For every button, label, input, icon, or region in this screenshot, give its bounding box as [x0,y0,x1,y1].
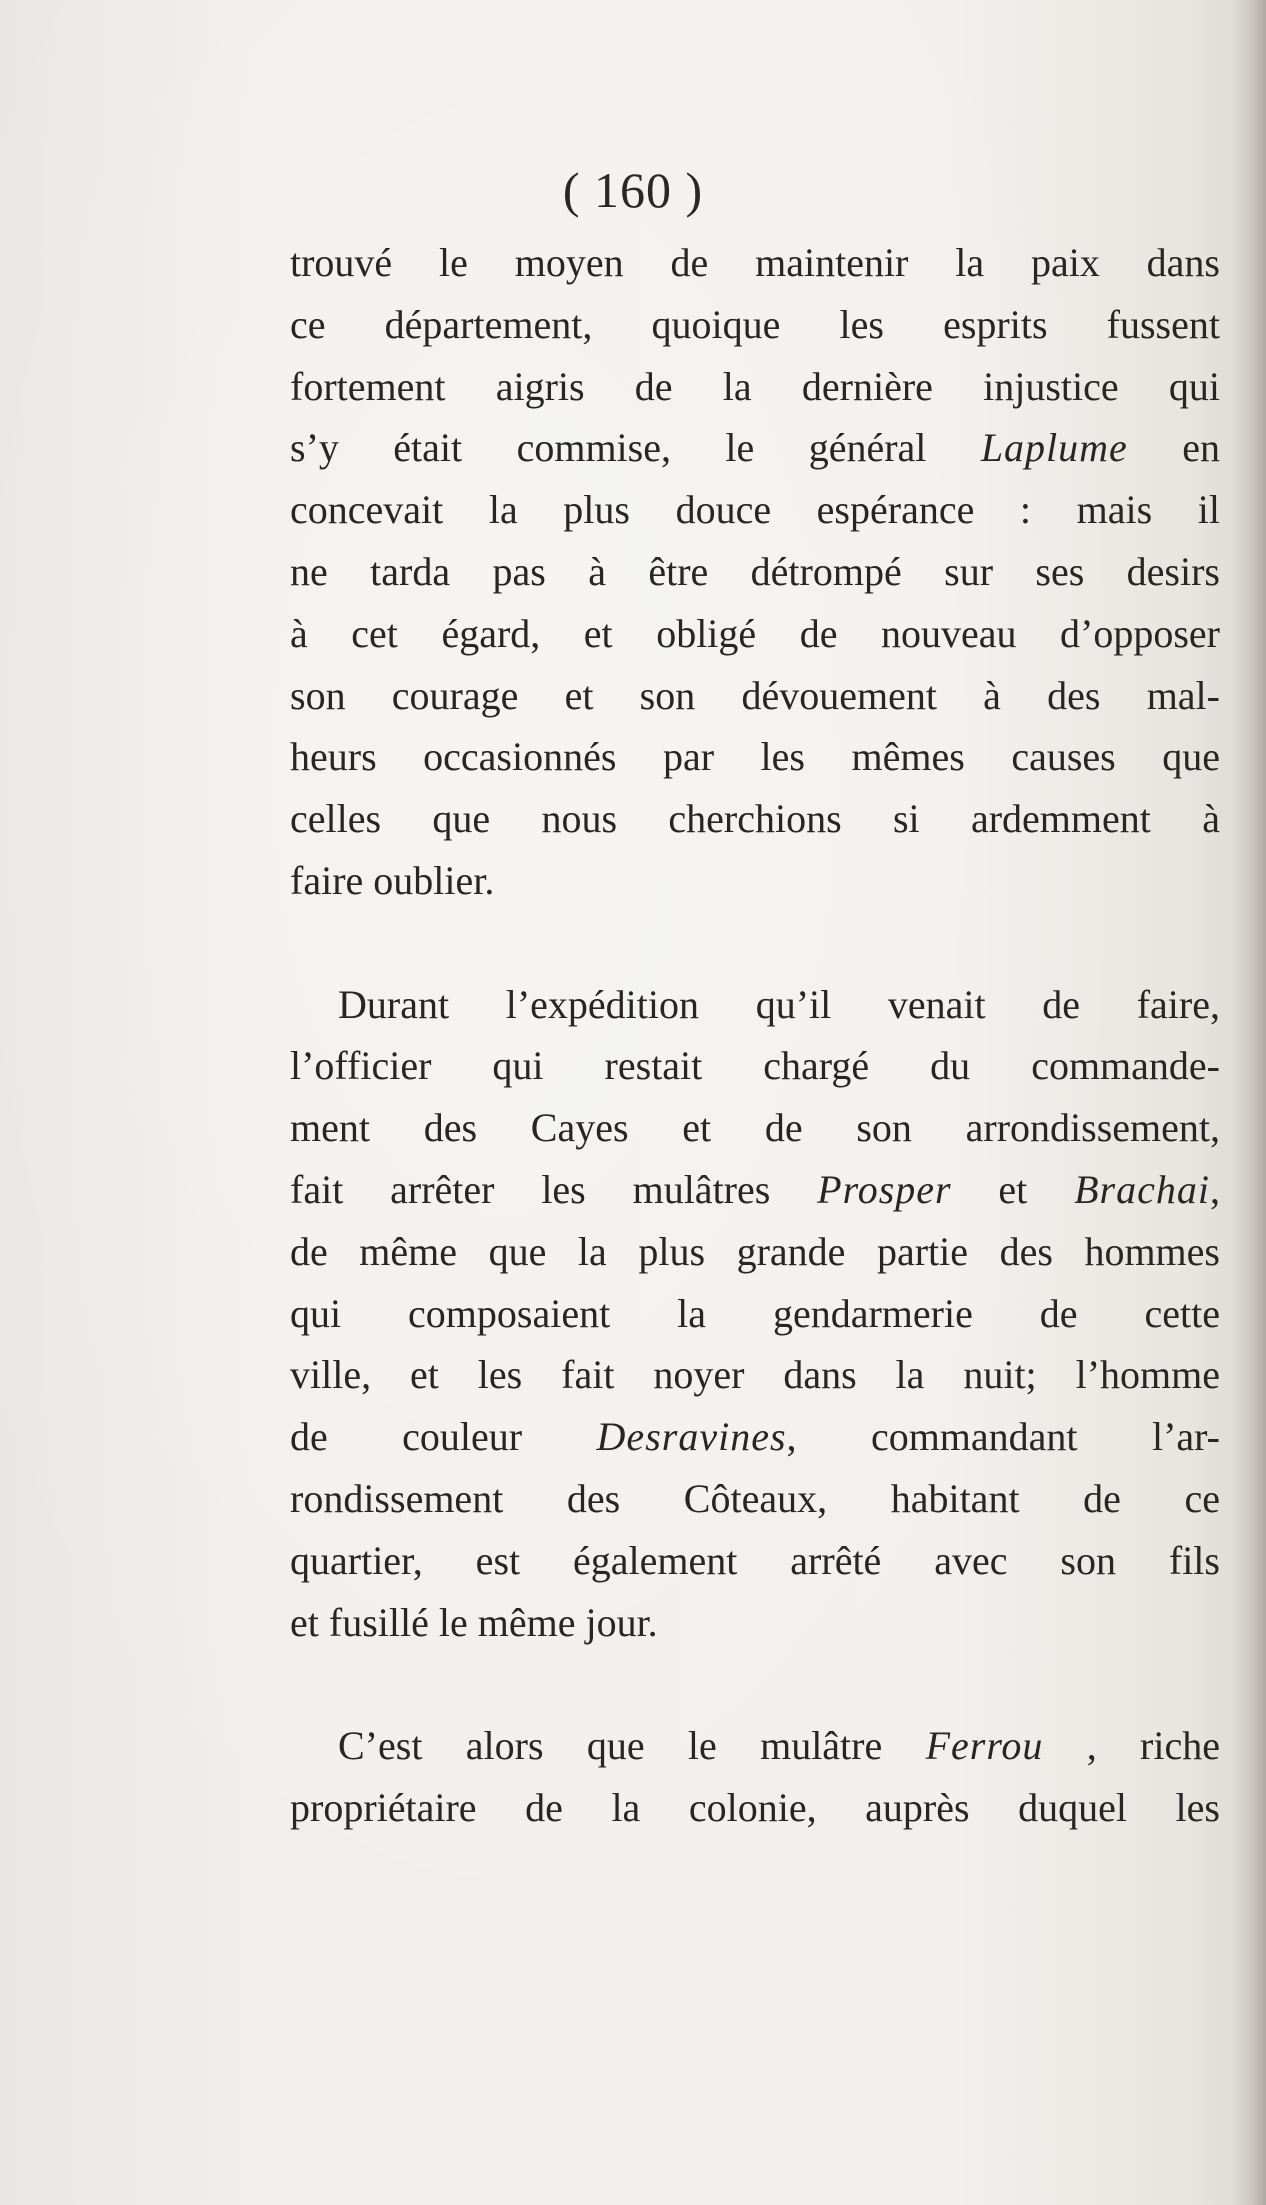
text-line [290,1159,1220,1221]
text-segment: de couleur [290,1414,597,1460]
text-line [290,1715,1220,1777]
text-segment: , [1210,1166,1220,1212]
text-line [290,1406,1220,1468]
text-line: l’officier qui restait chargé du commande- [290,1043,1220,1089]
text-line [290,417,1220,479]
text-segment: en [1127,425,1220,471]
body-text [290,232,1220,1839]
paragraph-gap [290,1653,1220,1715]
italic-name: Brachai [1074,1166,1210,1212]
text-line: quartier, est également arrêté avec son fils [290,1537,1220,1583]
text-line: celles que nous cherchions si ardemment à [290,796,1220,842]
text-line: trouvé le moyen de maintenir la paix dans [290,240,1220,285]
text-line: de même que la plus grande partie des hommes [290,1228,1220,1274]
text-line: ne tarda pas à être détrompé sur ses desirs [290,548,1220,594]
text-segment: , riche [1043,1723,1220,1769]
text-segment: s’y était commise, le général [290,425,981,471]
text-line: à cet égard, et obligé de nouveau d’opposer [290,610,1220,656]
text-line: heurs occasionnés par les mêmes causes que [290,734,1220,780]
text-line: propriétaire de la colonie, auprès duquel les [290,1784,1220,1830]
text-segment: C’est alors que le mulâtre [338,1723,926,1769]
text-line: ment des Cayes et de son arrondissement, [290,1105,1220,1151]
text-line: ville, et les fait noyer dans la nuit; l’homme [290,1352,1220,1398]
page-number: ( 160 ) [562,162,704,218]
italic-name: Desravines [596,1414,787,1460]
paragraph [290,1715,1220,1839]
text-segment: fait arrêter les mulâtres [290,1166,818,1212]
paragraph [290,974,1220,1654]
text-line: qui composaient la gendarmerie de cette [290,1290,1220,1336]
text-segment: , commandant l’ar- [786,1414,1220,1460]
page-spine-shadow [1232,0,1266,2205]
text-line: fortement aigris de la dernière injustice qui [290,363,1220,409]
paragraph-gap [290,912,1220,974]
italic-name: Laplume [980,425,1128,471]
text-line: rondissement des Côteaux, habitant de ce [290,1475,1220,1521]
text-line: et fusillé le même jour. [290,1599,658,1645]
italic-name: Ferrou [925,1723,1044,1769]
italic-name: Prosper [817,1166,952,1212]
text-line: Durant l’expédition qu’il venait de faire, [338,981,1220,1027]
text-line: concevait la plus douce espérance : mais il [290,487,1220,533]
paragraph [290,232,1220,912]
text-line: faire oublier. [290,857,495,903]
text-line: ce département, quoique les esprits fussent [290,301,1220,347]
text-line: son courage et son dévouement à des mal- [290,672,1220,718]
text-segment: et [951,1166,1075,1212]
